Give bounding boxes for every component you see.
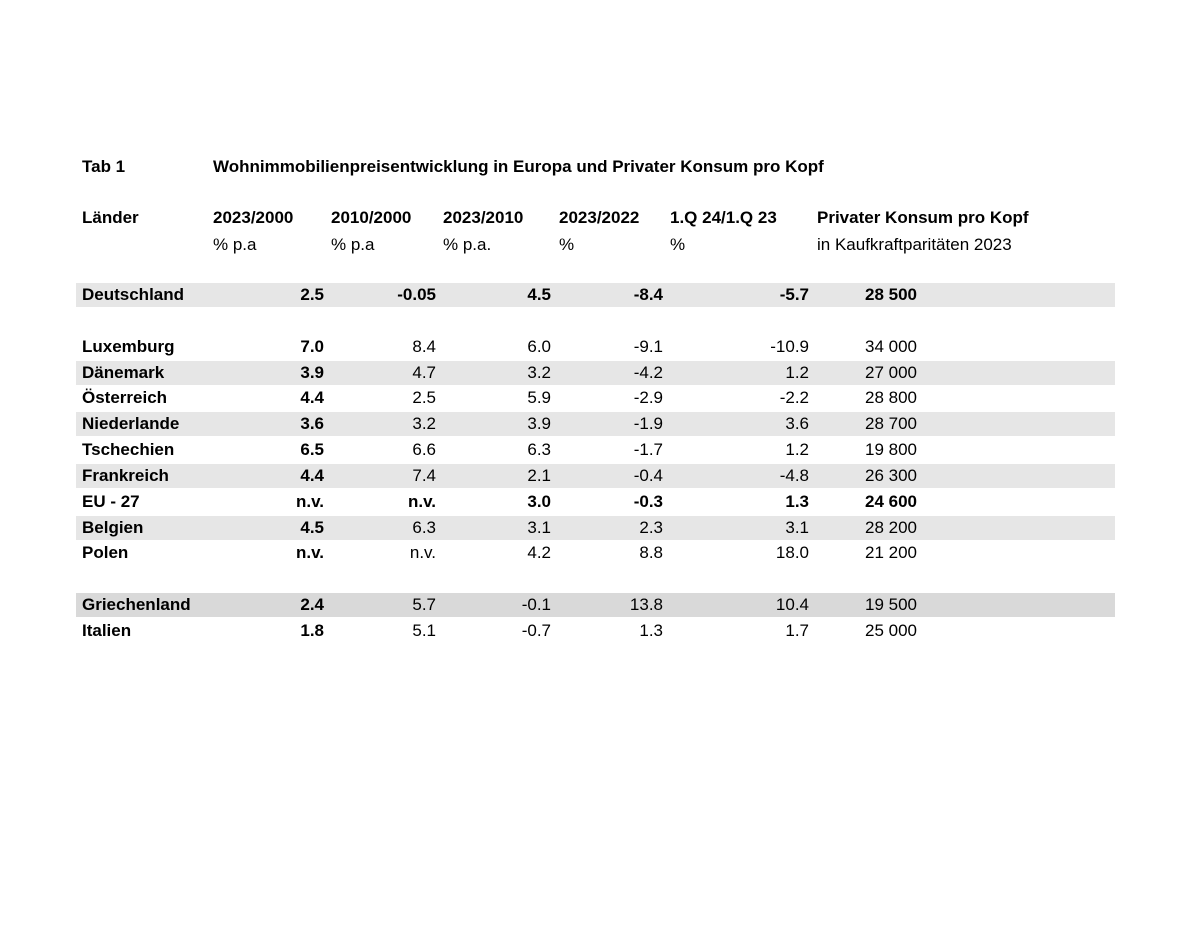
table-cell: -0.1 — [521, 595, 551, 614]
country-name: Dänemark — [82, 363, 165, 382]
table-cell: 1.3 — [785, 492, 809, 511]
table-row — [0, 412, 1200, 436]
country-name: Niederlande — [82, 414, 180, 433]
table-cell: 24 600 — [865, 492, 917, 511]
table-cell: -2.2 — [779, 388, 809, 407]
table-cell: 28 500 — [865, 285, 917, 304]
table-cell: 34 000 — [865, 337, 917, 356]
country-name: Österreich — [82, 388, 168, 407]
table-row — [0, 335, 1200, 359]
table-cell: -9.1 — [633, 337, 663, 356]
table-row — [0, 361, 1200, 385]
unit-2010-2000: % p.a — [331, 235, 375, 254]
table-cell: -4.8 — [779, 466, 809, 485]
table-cell: 5.9 — [527, 388, 551, 407]
table-cell: 8.8 — [639, 543, 663, 562]
table-row — [0, 490, 1200, 514]
table-row — [0, 438, 1200, 462]
table-cell: 3.0 — [527, 492, 551, 511]
table-cell: 2.5 — [300, 285, 324, 304]
table-cell: 4.5 — [300, 518, 324, 537]
table-cell: 6.3 — [527, 440, 551, 459]
header-2023-2022: 2023/2022 — [559, 208, 640, 227]
table-cell: 2.4 — [300, 595, 324, 614]
table-cell: 3.2 — [527, 363, 551, 382]
table-cell: 6.3 — [412, 518, 436, 537]
table-cell: 5.1 — [412, 621, 436, 640]
table-cell: 1.7 — [785, 621, 809, 640]
table-row — [0, 619, 1200, 643]
table-cell: n.v. — [409, 543, 436, 562]
header-2023-2000: 2023/2000 — [213, 208, 294, 227]
table-cell: 10.4 — [775, 595, 809, 614]
table-cell: -10.9 — [770, 337, 809, 356]
table-cell: 4.4 — [300, 388, 324, 407]
table-cell: -0.3 — [633, 492, 663, 511]
header-country: Länder — [82, 208, 139, 227]
table-cell: 3.1 — [785, 518, 809, 537]
table-cell: 1.3 — [639, 621, 663, 640]
table-cell: 6.6 — [412, 440, 436, 459]
table-cell: -0.7 — [521, 621, 551, 640]
header-q1-24-q1-23: 1.Q 24/1.Q 23 — [670, 208, 777, 227]
table-cell: -8.4 — [633, 285, 663, 304]
table-cell: -1.9 — [633, 414, 663, 433]
country-name: Italien — [82, 621, 132, 640]
header-private-consumption: Privater Konsum pro Kopf — [817, 208, 1029, 227]
table-cell: n.v. — [407, 492, 436, 511]
country-name: Griechenland — [82, 595, 191, 614]
table-row — [0, 386, 1200, 410]
country-name: EU - 27 — [82, 492, 140, 511]
table-cell: 28 700 — [865, 414, 917, 433]
table-row — [0, 464, 1200, 488]
unit-2023-2000: % p.a — [213, 235, 257, 254]
table-cell: 6.0 — [527, 337, 551, 356]
table-title: Wohnimmobilienpreisentwicklung in Europa und Privater Konsum pro Kopf — [213, 157, 824, 176]
table-cell: 3.9 — [527, 414, 551, 433]
table-cell: 3.6 — [300, 414, 324, 433]
table-cell: 2.1 — [527, 466, 551, 485]
table-cell: 3.9 — [300, 363, 324, 382]
table-row — [0, 593, 1200, 617]
table-cell: 4.2 — [527, 543, 551, 562]
country-name: Deutschland — [82, 285, 185, 304]
table-cell: 28 200 — [865, 518, 917, 537]
table-cell: 3.2 — [412, 414, 436, 433]
table-cell: 18.0 — [775, 543, 809, 562]
country-name: Tschechien — [82, 440, 175, 459]
table-cell: 2.3 — [639, 518, 663, 537]
header-2023-2010: 2023/2010 — [443, 208, 524, 227]
table-cell: 4.5 — [527, 285, 551, 304]
table-cell: 1.8 — [300, 621, 324, 640]
header-2010-2000: 2010/2000 — [331, 208, 412, 227]
table-row — [0, 283, 1200, 307]
table-cell: 6.5 — [300, 440, 324, 459]
unit-q1-24-q1-23: % — [670, 235, 686, 254]
table-cell: -0.05 — [397, 285, 436, 304]
table-cell: 21 200 — [865, 543, 917, 562]
table-cell: 28 800 — [865, 388, 917, 407]
table-cell: 19 500 — [865, 595, 917, 614]
unit-2023-2022: % — [559, 235, 575, 254]
country-name: Luxemburg — [82, 337, 175, 356]
table-cell: n.v. — [295, 543, 324, 562]
table-cell: -5.7 — [779, 285, 809, 304]
table-cell: 3.1 — [527, 518, 551, 537]
country-name: Polen — [82, 543, 129, 562]
table-cell: 26 300 — [865, 466, 917, 485]
table-cell: 4.7 — [412, 363, 436, 382]
table-cell: -4.2 — [633, 363, 663, 382]
table-cell: 3.6 — [785, 414, 809, 433]
table-cell: 7.0 — [300, 337, 324, 356]
unit-2023-2010: % p.a. — [443, 235, 492, 254]
table-cell: 25 000 — [865, 621, 917, 640]
table-cell: 5.7 — [412, 595, 436, 614]
table-cell: 19 800 — [865, 440, 917, 459]
table-cell: -1.7 — [633, 440, 663, 459]
table-cell: 2.5 — [412, 388, 436, 407]
country-name: Belgien — [82, 518, 144, 537]
table-cell: 7.4 — [412, 466, 436, 485]
table-number: Tab 1 — [82, 157, 126, 176]
country-name: Frankreich — [82, 466, 169, 485]
table-cell: 13.8 — [629, 595, 663, 614]
table-cell: 1.2 — [785, 440, 809, 459]
table-cell: 27 000 — [865, 363, 917, 382]
table-cell: 1.2 — [785, 363, 809, 382]
table-cell: 4.4 — [300, 466, 324, 485]
table-row — [0, 516, 1200, 540]
table-cell: 8.4 — [412, 337, 436, 356]
table-cell: -0.4 — [633, 466, 663, 485]
table-cell: n.v. — [295, 492, 324, 511]
unit-private-consumption: in Kaufkraftparitäten 2023 — [817, 235, 1012, 254]
table-row — [0, 541, 1200, 565]
table-cell: -2.9 — [633, 388, 663, 407]
